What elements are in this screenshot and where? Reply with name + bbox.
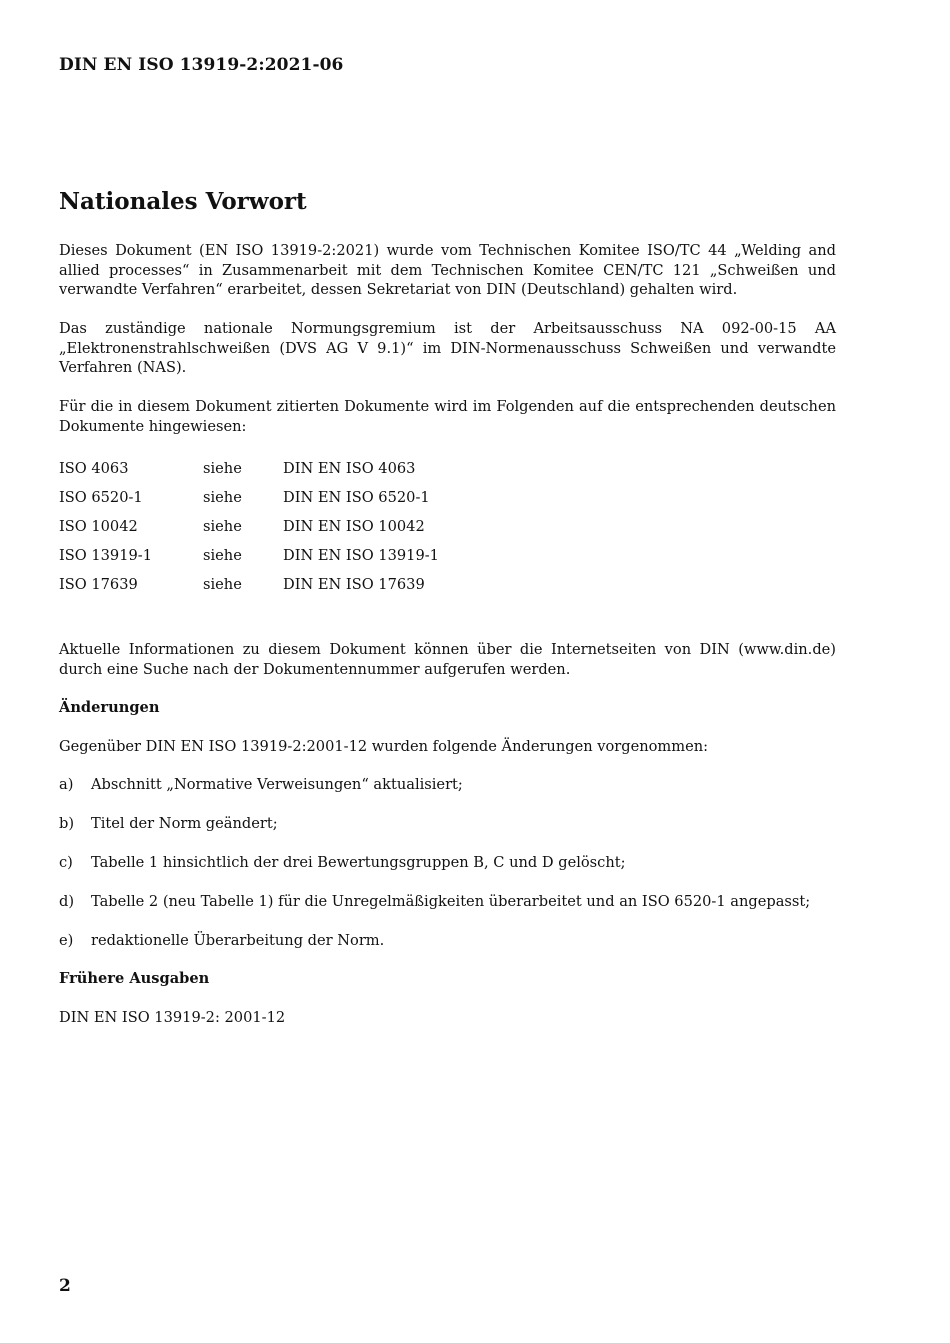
reference-iso: ISO 10042 [59,518,138,535]
reference-relation: siehe [203,489,242,506]
list-text: Titel der Norm geändert; [91,815,278,832]
paragraph-national-body: Das zuständige nationale Normungsgremium ist der Arbeitsausschuss NA 092-00-15 AA „Elektronenstrahlschweißen (DVS AG V 9.1)“ im DIN-Normenausschuss Schweißen und verwandte Verfahren (NAS). [59,320,836,376]
reference-relation: siehe [203,547,242,564]
paragraph-previous-edition: DIN EN ISO 13919-2: 2001-12 [59,1009,286,1026]
list-item [59,892,810,931]
reference-row [59,488,583,517]
paragraph-din-info: Aktuelle Informationen zu diesem Dokument können über die Internetseiten von DIN (www.din.de) durch eine Suche nach der Dokumentennummer aufgerufen werden. [59,641,836,678]
reference-iso: ISO 13919-1 [59,547,153,564]
list-text: redaktionelle Überarbeitung der Norm. [91,932,385,949]
paragraph-committee: Dieses Dokument (EN ISO 13919-2:2021) wurde vom Technischen Komitee ISO/TC 44 „Welding and allied processes“ in Zusammenarbeit mit dem Technischen Komitee CEN/TC 121 „Schweißen und verwandte Verfahren“ erarbeitet, dessen Sekretariat von DIN (Deutschland) gehalten wird. [59,242,836,298]
paragraph-changes-intro: Gegenüber DIN EN ISO 13919-2:2001-12 wurden folgende Änderungen vorgenommen: [59,738,709,755]
reference-iso: ISO 17639 [59,576,138,593]
list-marker: b) [59,815,75,832]
reference-din: DIN EN ISO 4063 [283,460,416,477]
reference-relation: siehe [203,518,242,535]
reference-row [59,575,583,604]
list-marker: e) [59,932,74,949]
reference-row [59,546,583,575]
list-text: Tabelle 2 (neu Tabelle 1) für die Unregelmäßigkeiten überarbeitet und an ISO 6520-1 angepasst; [91,893,811,910]
reference-din: DIN EN ISO 6520-1 [283,489,430,506]
reference-din: DIN EN ISO 10042 [283,518,425,535]
reference-iso: ISO 4063 [59,460,129,477]
document-id-header: DIN EN ISO 13919-2:2021-06 [59,55,344,75]
reference-table [59,459,583,604]
list-marker: d) [59,893,75,910]
list-marker: a) [59,776,74,793]
list-text: Abschnitt „Normative Verweisungen“ aktualisiert; [91,776,463,793]
page-number: 2 [59,1276,71,1296]
reference-relation: siehe [203,576,242,593]
reference-din: DIN EN ISO 17639 [283,576,425,593]
list-text: Tabelle 1 hinsichtlich der drei Bewertungsgruppen B, C und D gelöscht; [91,854,626,871]
reference-relation: siehe [203,460,242,477]
list-item [59,931,810,970]
list-item [59,853,810,892]
reference-row [59,517,583,546]
changes-list [59,775,810,970]
reference-iso: ISO 6520-1 [59,489,143,506]
heading-previous-editions: Frühere Ausgaben [59,970,210,987]
reference-row [59,459,583,488]
heading-changes: Änderungen [59,699,160,716]
reference-din: DIN EN ISO 13919-1 [283,547,439,564]
list-item [59,775,810,814]
list-marker: c) [59,854,73,871]
paragraph-references-intro: Für die in diesem Dokument zitierten Dokumente wird im Folgenden auf die entsprechenden deutschen Dokumente hingewiesen: [59,398,836,435]
page-title: Nationales Vorwort [59,188,307,215]
list-item [59,814,810,853]
